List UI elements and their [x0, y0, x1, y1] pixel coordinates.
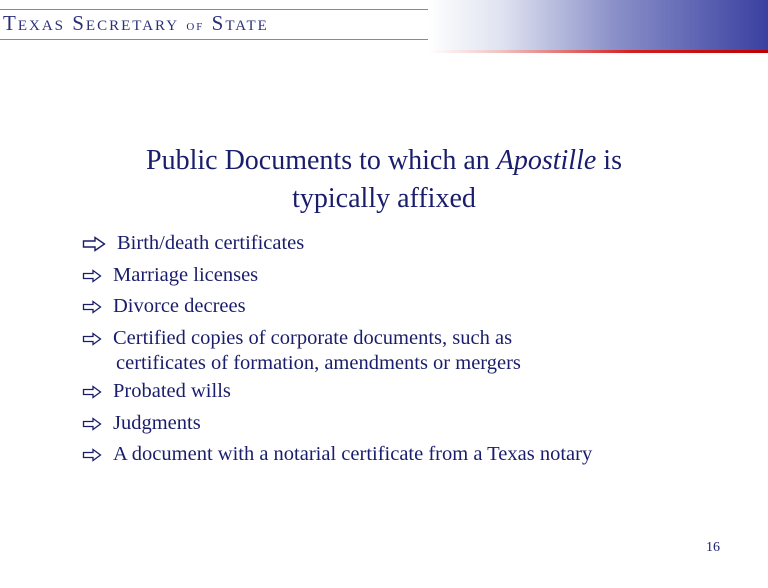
header-title-part1: Texas Secretary: [3, 11, 180, 35]
right-arrow-outline-icon: [82, 269, 102, 283]
right-arrow-outline-icon: [82, 385, 102, 399]
bullet-text: Judgments: [113, 411, 201, 434]
bullet-text: Birth/death certificates: [117, 232, 305, 254]
right-arrow-outline-icon: [82, 236, 106, 252]
bullet-text-continuation: certificates of formation, amendments or mergers: [116, 352, 521, 374]
bullet-item: [82, 323, 592, 377]
bullet-text: A document with a notarial certificate from a Texas notary: [113, 443, 593, 465]
bullet-text: Divorce decrees: [113, 295, 246, 317]
slide-title-post: is: [596, 145, 622, 176]
bullet-item: [82, 260, 592, 292]
header-title-part2: State: [211, 11, 269, 35]
right-arrow-outline-icon: [82, 448, 102, 462]
header-title-of: of: [186, 18, 205, 34]
bullet-item: [82, 228, 592, 260]
right-arrow-outline-icon: [82, 300, 102, 314]
bullet-item: [82, 376, 592, 408]
right-arrow-outline-icon: [82, 332, 102, 346]
header-title: [3, 11, 269, 36]
bullet-text: Marriage licenses: [113, 263, 259, 286]
bullet-text: Probated wills: [113, 380, 231, 402]
slide-title-line2: typically affixed: [292, 183, 476, 214]
slide-title: [0, 142, 768, 218]
page-number: 16: [706, 540, 720, 555]
header-top-rule: [0, 9, 428, 10]
bullet-list: [82, 228, 592, 471]
right-arrow-outline-icon: [82, 417, 102, 431]
header-bottom-rule: [0, 39, 428, 40]
bullet-item: [82, 408, 592, 440]
slide-title-italic: Apostille: [496, 145, 597, 176]
bullet-text: Certified copies of corporate documents, such as: [113, 326, 513, 349]
bullet-item: [82, 439, 592, 471]
header-gradient-bar: [428, 0, 768, 50]
slide-title-line1: [0, 142, 768, 180]
header-red-stripe: [428, 50, 768, 53]
slide-header: [0, 0, 768, 60]
slide-title-pre: Public Documents to which an: [146, 145, 497, 176]
bullet-item: [82, 291, 592, 323]
